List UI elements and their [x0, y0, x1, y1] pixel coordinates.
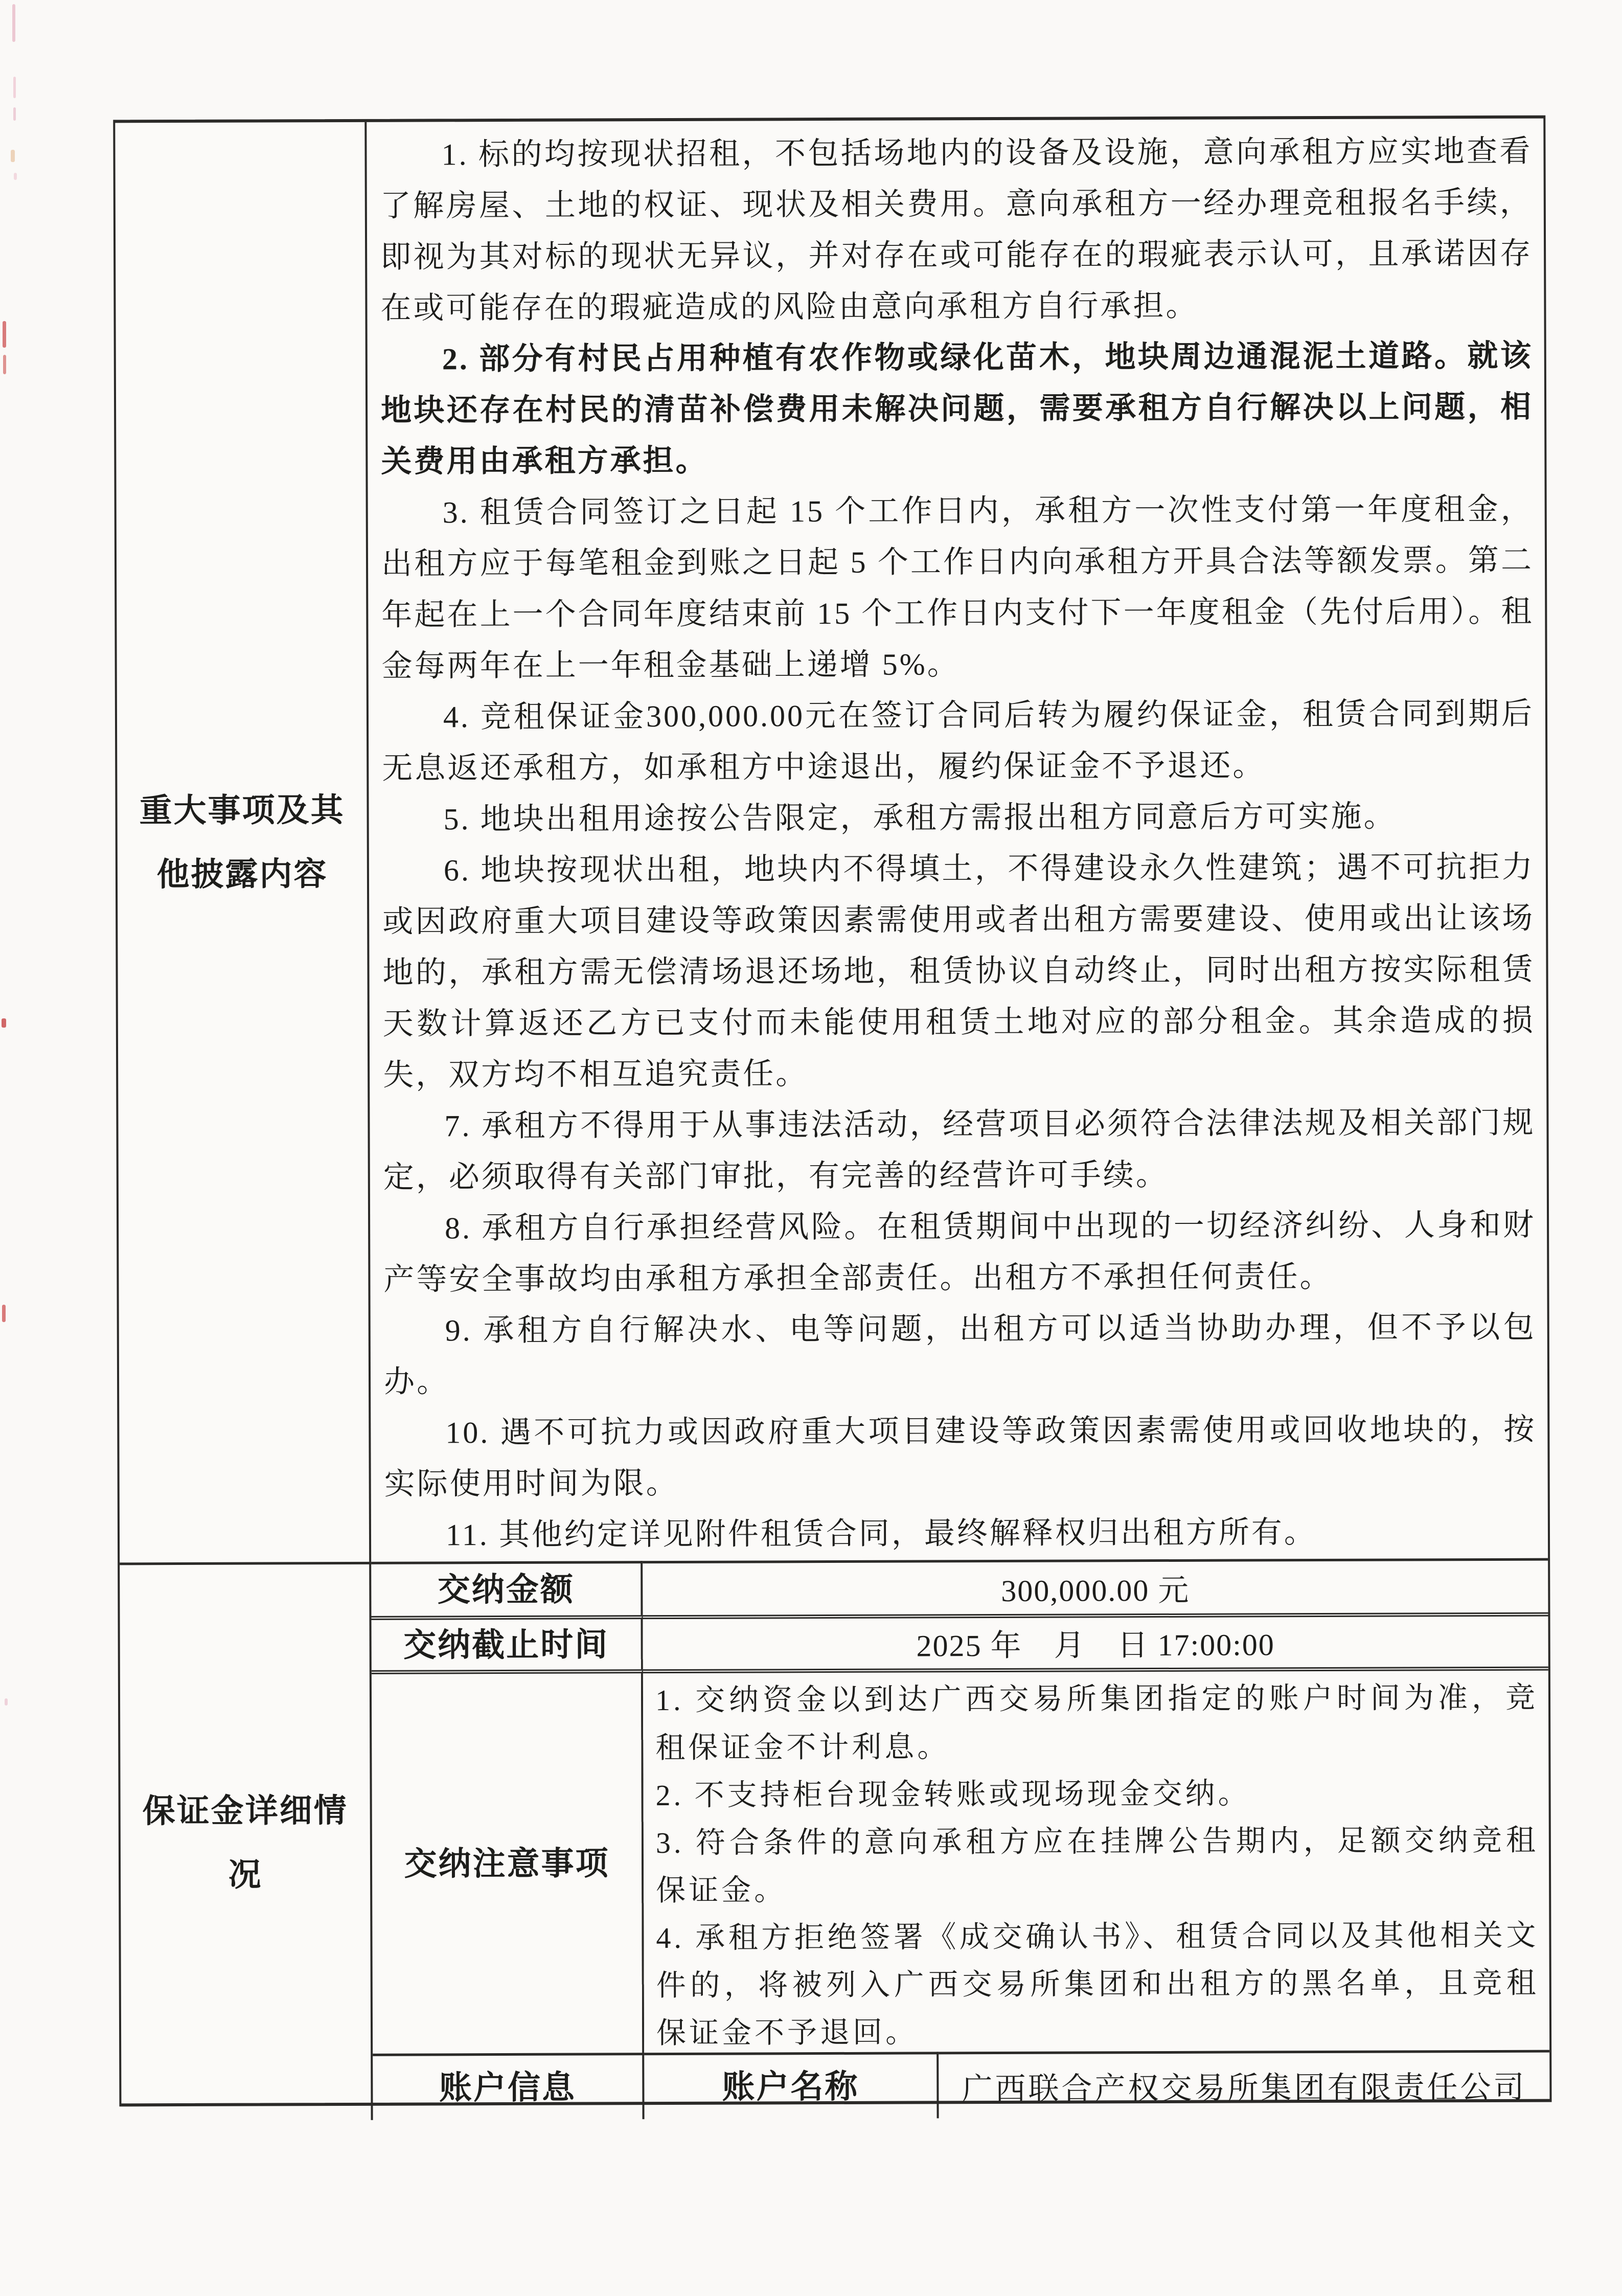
deposit-note-item: 4. 承租方拒绝签署《成交确认书》、租赁合同以及其他相关文件的，将被列入广西交易所集团和出租方的黑名单，且竞租保证金不予退回。 — [656, 1918, 1539, 2050]
major-matters-label-cell — [115, 122, 371, 1563]
deposit-note-item: 2. 不支持柜台现金转账或现场现金交纳。 — [655, 1777, 1251, 1812]
clause-paragraph: 1. 标的均按现状招租，不包括场地内的设备及设施，意向承租方应实地查看了解房屋、土地的权证、现状及相关费用。意向承租方一经办理竞租报名手续，即视为其对标的现状无异议，并对存在或可能存在的瑕疵表示认可，且承诺因存在或可能存在的瑕疵造成的风险由意向承租方自行承担。 — [380, 134, 1533, 325]
scan-mark — [3, 321, 6, 348]
scan-mark — [3, 355, 6, 374]
scan-mark — [11, 150, 15, 162]
deposit-notes-content-cell — [643, 1667, 1549, 2053]
account-name-label: 账户名称 — [722, 2068, 859, 2105]
clause-paragraph: 5. 地块出租用途按公告限定，承租方需报出租方同意后方可实施。 — [443, 799, 1397, 836]
major-matters-label: 重大事项及其他披露内容 — [139, 791, 345, 893]
clause-paragraph: 2. 部分有村民占用种植有农作物或绿化苗木，地块周边通混泥土道路。就该地块还存在村民的清苗补偿费用未解决问题，需要承租方自行解决以上问题，相关费用由承租方承担。 — [380, 338, 1534, 479]
clause-paragraph: 7. 承租方不得用于从事违法活动，经营项目必须符合法律法规及相关部门规定，必须取得有关部门审批，有完善的经营许可手续。 — [383, 1105, 1536, 1194]
deposit-deadline-label-cell — [371, 1615, 643, 1670]
deposit-section-label: 保证金详细情况 — [142, 1792, 348, 1893]
scan-mark — [2, 1305, 6, 1322]
scan-mark — [14, 173, 17, 180]
deposit-note-item: 3. 符合条件的意向承租方应在挂牌公告期内，足额交纳竞租保证金。 — [655, 1823, 1539, 1907]
clause-paragraph: 6. 地块按现状出租，地块内不得填土，不得建设永久性建筑；遇不可抗拒力或因政府重大项目建设等政策因素需使用或者出租方需要建设、使用或出让该场地的，承租方需无偿清场退还场地，租赁协议自动终止，同时出租方按实际租赁天数计算返还乙方已支付而未能使用租赁土地对应的部分租金。其余造成的损失，双方均不相互追究责任。 — [382, 850, 1535, 1092]
scan-mark — [13, 107, 16, 121]
deposit-note-item: 1. 交纳资金以到达广西交易所集团指定的账户时间为准，竞租保证金不计利息。 — [655, 1680, 1539, 1765]
deposit-notes-label: 交纳注意事项 — [404, 1845, 610, 1882]
deposit-amount-label: 交纳金额 — [437, 1571, 575, 1608]
clause-paragraph: 11. 其他约定详见附件租赁合同，最终解释权归出租方所有。 — [445, 1515, 1317, 1552]
scan-mark — [13, 77, 16, 98]
account-name-value-cell — [939, 2050, 1549, 2119]
deposit-deadline-value-cell — [643, 1612, 1548, 1670]
deposit-section-label-cell — [120, 1562, 373, 2121]
clause-paragraph: 3. 租赁合同签订之日起 15 个工作日内，承租方一次性支付第一年度租金，出租方应于每笔租金到账之日起 5 个工作日内向承租方开具合法等额发票。第二年起在上一个合同年度结束前 15 个工作日内支付下一年度租金（先付后用）。租金每两年在上一年租金基础上递增 5%。 — [381, 492, 1534, 683]
scan-mark — [2, 1018, 6, 1028]
account-name-label-cell — [644, 2052, 939, 2119]
clause-paragraph: 9. 承租方自行解决水、电等问题，出租方可以适当协助办理，但不予以包办。 — [383, 1310, 1536, 1399]
deposit-amount-value: 300,000.00 元 — [1001, 1573, 1190, 1608]
account-info-label-cell — [373, 2053, 644, 2120]
scan-mark — [12, 4, 15, 42]
account-name-value: 广西联合产权交易所集团有限责任公司 — [962, 2070, 1527, 2106]
major-matters-content-cell — [367, 119, 1548, 1562]
announcement-table — [113, 116, 1551, 2107]
clause-paragraph: 10. 遇不可抗力或因政府重大项目建设等政策因素需使用或回收地块的，按实际使用时间为限。 — [384, 1412, 1537, 1501]
deposit-deadline-value: 2025 年 月 日 17:00:00 — [916, 1628, 1275, 1663]
scan-mark — [5, 1698, 8, 1706]
deposit-amount-label-cell — [371, 1561, 643, 1616]
deposit-amount-value-cell — [643, 1558, 1548, 1616]
deposit-deadline-label: 交纳截止时间 — [403, 1626, 609, 1664]
account-info-label: 账户信息 — [439, 2069, 576, 2106]
clause-paragraph: 8. 承租方自行承担经营风险。在租赁期间中出现的一切经济纠纷、人身和财产等安全事故均由承租方承担全部责任。出租方不承担任何责任。 — [383, 1208, 1536, 1297]
deposit-notes-label-cell — [372, 1669, 644, 2054]
clause-paragraph: 4. 竞租保证金300,000.00元在签订合同后转为履约保证金，租赁合同到期后无息返还承租方，如承租方中途退出，履约保证金不予退还。 — [382, 696, 1535, 785]
